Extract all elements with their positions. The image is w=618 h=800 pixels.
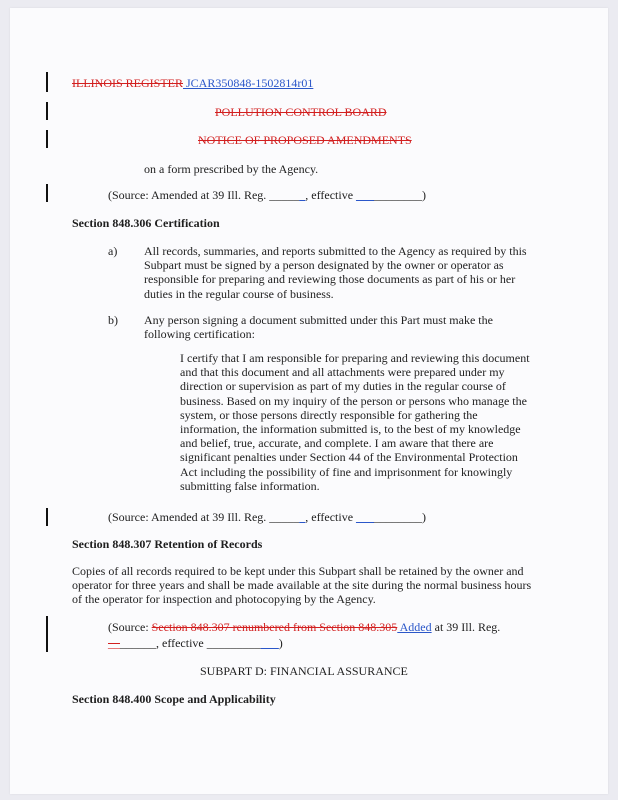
source-note (108, 510, 426, 524)
item-label: b) (108, 313, 118, 327)
source-note (108, 188, 426, 202)
register-inserted: JCAR350848-1502814r01 (183, 76, 314, 90)
change-bar (46, 72, 48, 92)
source-suffix: ) (422, 188, 427, 202)
document-page (10, 8, 608, 794)
source-blank-inserted: ___ (356, 510, 375, 524)
source-blank: ________ (374, 188, 423, 202)
source-blank-inserted: ___ (356, 188, 375, 202)
source-middle: , effective (305, 188, 357, 202)
source-prefix: (Source: (108, 620, 152, 634)
item-text: Any person signing a document submitted under this Part must make the following certification: (144, 313, 493, 342)
register-header (72, 76, 313, 90)
change-bar (46, 130, 48, 148)
source-middle: , effective (305, 510, 357, 524)
source-suffix: ) (278, 636, 283, 650)
certification-text: I certify that I am responsible for preparing and reviewing this document and that this document and all attachments were prepared under my direction or supervision as part of my duties in the regular course of business. Based on my inquiry of the person or persons who manage the system, or those persons directly responsible for gathering the information, the information submitted is, to the best of my knowledge and belief, true, accurate, and complete. I am aware that there are significant penalties under Section 44 of the Environmental Protection Act including the possibility of fine and imprisonment for knowingly submitting false information. (180, 351, 530, 493)
source-blank-inserted: ___ (260, 636, 279, 650)
source-blank: ________ (374, 510, 423, 524)
source-blank-inserted: _ (299, 510, 306, 524)
source-blank-inserted: _ (299, 188, 306, 202)
source-note (108, 620, 500, 634)
subpart-heading: SUBPART D: FINANCIAL ASSURANCE (200, 664, 408, 678)
source-blank: _________ (206, 636, 261, 650)
source-note-line2 (108, 636, 283, 650)
source-after: at 39 Ill. Reg. (431, 620, 501, 634)
source-blank: ______ (120, 636, 156, 650)
notice-header: NOTICE OF PROPOSED AMENDMENTS (198, 133, 412, 147)
change-bar (46, 616, 48, 652)
source-prefix: (Source: Amended at 39 Ill. Reg. (108, 510, 270, 524)
continuation-text: on a form prescribed by the Agency. (144, 162, 319, 176)
change-bar (46, 508, 48, 526)
section-heading: Section 848.307 Retention of Records (72, 537, 263, 551)
source-blank: _____ (269, 188, 300, 202)
section-heading: Section 848.306 Certification (72, 216, 220, 230)
change-bar (46, 184, 48, 202)
item-label: a) (108, 244, 118, 258)
section-heading: Section 848.400 Scope and Applicability (72, 692, 276, 706)
source-struck: Section 848.307 renumbered from Section 848.305 (151, 620, 398, 634)
item-text: All records, summaries, and reports submitted to the Agency as required by this Subpart must be signed by a person designated by the owner or operator as responsible for preparing and reviewing those documents as part of his or her duties in the regular course of business. (144, 244, 527, 301)
source-inserted: Added (397, 620, 432, 634)
source-prefix: (Source: Amended at 39 Ill. Reg. (108, 188, 270, 202)
source-struck-blank: __ (108, 636, 120, 650)
section-text: Copies of all records required to be kept under this Subpart shall be retained by the owner and operator for three years and shall be made available at the site during the normal business hours of the operator for inspection and photocopying by the Agency. (72, 564, 532, 607)
source-blank: _____ (269, 510, 300, 524)
register-struck: ILLINOIS REGISTER (72, 76, 183, 90)
source-suffix: ) (422, 510, 427, 524)
change-bar (46, 102, 48, 120)
source-middle: , effective (156, 636, 207, 650)
board-header: POLLUTION CONTROL BOARD (215, 105, 387, 119)
